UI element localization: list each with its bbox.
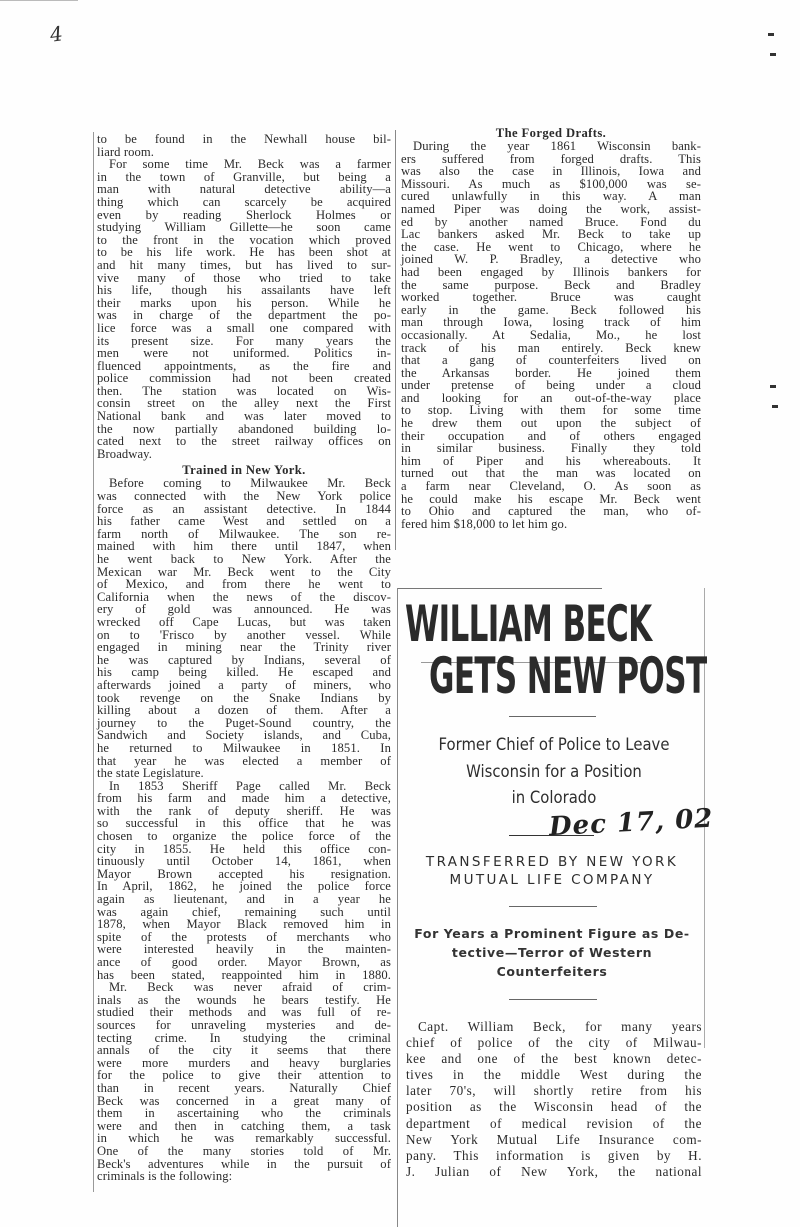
text-line: his father came West and settled on a bbox=[97, 514, 391, 529]
text-line: man with natural detective ability—a bbox=[97, 182, 391, 197]
text-line: pany. This information is given by H. bbox=[406, 1147, 702, 1163]
text-line: afterwards joined a party of miners, who bbox=[97, 677, 391, 692]
text-line: he returned to Milwaukee in 1851. In bbox=[97, 740, 391, 755]
text-line: of Mexico, and from there he went to bbox=[97, 577, 391, 592]
text-line: California when the news of the discov- bbox=[97, 589, 391, 604]
text-line: the same purpose. Beck and Bradley bbox=[401, 277, 701, 292]
text-line: has been stated, reappointed him in 1880. bbox=[97, 967, 391, 982]
text-line: National bank and was later moved to bbox=[97, 409, 391, 424]
caps-deck-line-1: TRANSFERRED BY NEW YORK bbox=[425, 854, 679, 870]
text-line: force as an assistant detective. In 1844 bbox=[97, 501, 391, 516]
text-line: kee and one of the best known detec- bbox=[406, 1051, 702, 1067]
text-line: ery of gold was announced. He was bbox=[97, 602, 391, 617]
text-line: the Arkansas border. He joined them bbox=[401, 365, 701, 380]
subdeck-line-2: tective—Terror of Western bbox=[451, 945, 653, 960]
scan-edge-mark bbox=[772, 405, 778, 408]
text-line: to Ohio and captured the man, who of- bbox=[401, 504, 701, 519]
column-rule-left bbox=[93, 132, 94, 1192]
text-line: Sandwich and Society islands, and Cuba, bbox=[97, 728, 391, 743]
text-line: his camp being killed. He escaped and bbox=[97, 665, 391, 680]
text-line: in the town of Granville, but being a bbox=[97, 169, 391, 184]
text-line: was connected with the New York police bbox=[97, 489, 391, 504]
text-line: J. Julian of New York, the national bbox=[406, 1163, 702, 1179]
text-line: During the year 1861 Wisconsin bank- bbox=[413, 139, 701, 153]
text-line: In 1853 Sheriff Page called Mr. Beck bbox=[109, 778, 391, 793]
text-line: in which he was remarkably successful. bbox=[97, 1131, 391, 1146]
text-line: was also the case in Illinois, Iowa and bbox=[401, 164, 701, 179]
text-line: he was captured by Indians, several of bbox=[97, 652, 391, 667]
text-line: annals of the city it seems that there bbox=[97, 1043, 391, 1058]
headline-divider bbox=[509, 716, 596, 717]
text-line: men were not uniformed. Politics in- bbox=[97, 346, 391, 361]
text-line: for the police to give their attention to bbox=[97, 1068, 391, 1083]
text-line: studying William Gillette—he soon came bbox=[97, 220, 391, 235]
text-line: police commission had not been created bbox=[97, 371, 391, 386]
text-line: In April, 1862, he joined the police force bbox=[97, 879, 391, 894]
text-line: Broadway. bbox=[97, 446, 152, 461]
text-line: its present size. For many years the bbox=[97, 333, 391, 348]
text-line: tinuously until October 14, 1861, when bbox=[97, 854, 391, 869]
text-line: farm north of Milwaukee. The son re- bbox=[97, 526, 391, 541]
text-line: fered him $18,000 to let him go. bbox=[401, 516, 568, 531]
text-line: tives in the middle West during the bbox=[406, 1067, 702, 1083]
text-line: later 70's, will shortly retire from his bbox=[406, 1083, 702, 1099]
text-line: Mexican war Mr. Beck went to the City bbox=[97, 564, 391, 579]
text-line: For some time Mr. Beck was a farmer bbox=[109, 157, 391, 172]
text-line: consin street on the alley next the First bbox=[97, 396, 391, 411]
text-line: man through Iowa, losing track of him bbox=[401, 315, 701, 330]
text-line: ed by another named Bruce. Fond du bbox=[401, 214, 701, 229]
text-line: from his farm and made him a detective, bbox=[97, 791, 391, 806]
scan-edge-mark bbox=[770, 53, 776, 56]
text-line: Beck's adventures while in the pursuit of bbox=[97, 1156, 391, 1171]
text-line: again as lieutenant, and in a year he bbox=[97, 892, 391, 907]
text-line: vive many of those who tried to take bbox=[97, 270, 391, 285]
paragraph-sheriff bbox=[97, 780, 391, 982]
deck-line-1: Former Chief of Police to Leave bbox=[438, 735, 670, 754]
text-line: turned out that the man was located on bbox=[401, 466, 701, 481]
text-line: track of his man entirely. Beck knew bbox=[401, 340, 701, 355]
text-line: wrecked off Cape Lucas, but was taken bbox=[97, 614, 391, 629]
text-line: their marks upon his person. While he bbox=[97, 295, 391, 310]
text-line: New York Mutual Life Insurance com- bbox=[406, 1131, 702, 1147]
text-line: to stop. Living with them for some time bbox=[401, 403, 701, 418]
paragraph-forged bbox=[401, 140, 701, 530]
box-border-left bbox=[397, 588, 398, 1227]
text-line: inals as the wounds he bears testify. He bbox=[97, 992, 391, 1007]
text-line: early in the game. Beck followed his bbox=[401, 302, 701, 317]
paragraph-intro-tail bbox=[97, 133, 391, 158]
paragraph-trained bbox=[97, 477, 391, 779]
text-line: position as the Wisconsin head of the bbox=[406, 1099, 702, 1115]
column-rule-middle bbox=[395, 130, 396, 550]
scan-edge-mark bbox=[768, 33, 774, 36]
text-line: were interested heavily in the mainten- bbox=[97, 942, 391, 957]
text-line: in similar business. Finally they told bbox=[401, 441, 701, 456]
text-line: he could make his escape Mr. Beck went bbox=[401, 491, 701, 506]
text-line: joined W. P. Bradley, a detective who bbox=[401, 252, 701, 267]
text-line: a farm near Cleveland, O. As soon as bbox=[401, 479, 701, 494]
headline-line-2: GETS NEW POST bbox=[429, 647, 707, 705]
text-line: to be found in the Newhall house bil- bbox=[97, 132, 391, 146]
subdeck-divider-bottom bbox=[509, 999, 597, 1000]
text-line: criminals is the following: bbox=[97, 1169, 233, 1184]
text-line: journey to the Puget-Sound country, the bbox=[97, 715, 391, 730]
text-line: engaged in mining near the Trinity river bbox=[97, 640, 391, 655]
text-line: ers suffered from forged drafts. This bbox=[401, 151, 701, 166]
text-line: even by reading Sherlock Holmes or bbox=[97, 207, 391, 222]
handwritten-date: Dec 17, 02 bbox=[548, 803, 715, 843]
text-line: fluenced appointments, as the fire and bbox=[97, 358, 391, 373]
text-line: named Piper was doing the work, assist- bbox=[401, 201, 701, 216]
headline-article bbox=[397, 588, 717, 1227]
text-line: the now partially abandoned building lo- bbox=[97, 421, 391, 436]
text-line: city in 1855. He held this office con- bbox=[97, 841, 391, 856]
text-line: Mayor Brown accepted his resignation. bbox=[97, 866, 391, 881]
text-line: than in recent years. Naturally Chief bbox=[97, 1080, 391, 1095]
text-line: spite of the protests of merchants who bbox=[97, 929, 391, 944]
paragraph-criminals bbox=[97, 981, 391, 1183]
text-line: 1878, when Mayor Black removed him in bbox=[97, 917, 391, 932]
text-line: the case. He went to Chicago, where he bbox=[401, 239, 701, 254]
deck-line-3: in Colorado bbox=[511, 788, 597, 807]
text-line: so successful in this office that he was bbox=[97, 816, 391, 831]
text-line: him of Piper and his whereabouts. It bbox=[401, 453, 701, 468]
text-line: mained with him there until 1847, when bbox=[97, 539, 391, 554]
text-line: on to 'Frisco by another vessel. While bbox=[97, 627, 391, 642]
article-body bbox=[406, 1019, 702, 1180]
text-line: his life, though his assailants have left bbox=[97, 283, 391, 298]
text-line: ance of good order. Mayor Brown, as bbox=[97, 955, 391, 969]
text-line: and looking for an out-of-the-way place bbox=[401, 390, 701, 405]
left-column bbox=[97, 133, 391, 1183]
text-line: cured unlawfully in this way. A man bbox=[401, 189, 701, 204]
text-line: that year he was elected a member of bbox=[97, 753, 391, 768]
text-line: worked together. Bruce was caught bbox=[401, 290, 701, 305]
right-column-forged-drafts bbox=[401, 126, 701, 530]
text-line: under pretense of being under a cloud bbox=[401, 378, 701, 393]
headline-line-1: WILLIAM BECK bbox=[405, 595, 652, 653]
box-border-top bbox=[397, 588, 602, 589]
handwritten-page-number: 4 bbox=[48, 21, 65, 47]
text-line: tecting crime. In studying the criminal bbox=[97, 1030, 391, 1045]
text-line: them in ascertaining who the criminals bbox=[97, 1106, 391, 1121]
text-line: their occupation and of others engaged bbox=[401, 428, 701, 443]
text-line: then. The station was located on Wis- bbox=[97, 383, 391, 398]
subdeck-line-3: Counterfeiters bbox=[496, 964, 608, 979]
text-line: Mr. Beck was never afraid of crim- bbox=[109, 980, 391, 995]
text-line: and hit many times, but has lived to sur- bbox=[97, 257, 391, 272]
text-line: department of medical revision of the bbox=[406, 1115, 702, 1131]
text-line: was again chief, remaining such until bbox=[97, 904, 391, 919]
text-line: One of the many stories told of Mr. bbox=[97, 1143, 391, 1158]
text-line: studied their methods and was full of re- bbox=[97, 1005, 391, 1020]
text-line: Before coming to Milwaukee Mr. Beck bbox=[109, 476, 391, 491]
subheading-forged-drafts: The Forged Drafts. bbox=[495, 126, 607, 140]
text-line: liard room. bbox=[97, 144, 155, 159]
text-line: had been engaged by Illinois bankers for bbox=[401, 264, 701, 279]
text-line: he drew them out upon the subject of bbox=[401, 416, 701, 431]
text-line: Lac bankers asked Mr. Beck to take up bbox=[401, 227, 701, 242]
text-line: were more murders and heavy burglaries bbox=[97, 1055, 391, 1070]
text-line: thing which can scarcely be acquired bbox=[97, 194, 391, 209]
text-line: Missouri. As much as $100,000 was se- bbox=[401, 176, 701, 191]
text-line: with the rank of deputy sheriff. He was bbox=[97, 803, 391, 818]
text-line: sources for unraveling mysteries and de- bbox=[97, 1017, 391, 1032]
text-line: he went back to New York. After the bbox=[97, 552, 391, 566]
text-line: took revenge on the Snake Indians by bbox=[97, 690, 391, 705]
text-line: was in charge of the department the po- bbox=[97, 308, 391, 323]
text-line: Capt. William Beck, for many years bbox=[418, 1019, 702, 1034]
text-line: lice force was a small one compared with bbox=[97, 320, 391, 335]
scan-edge-rule bbox=[0, 0, 78, 1]
text-line: chief of police of the city of Milwau- bbox=[406, 1035, 702, 1051]
text-line: Beck was concerned in a great many of bbox=[97, 1093, 391, 1108]
text-line: chosen to organize the police force of the bbox=[97, 829, 391, 844]
subdeck-divider-top bbox=[509, 906, 597, 907]
text-line: occasionally. At Sedalia, Mo., he lost bbox=[401, 327, 701, 342]
scan-edge-mark bbox=[770, 385, 776, 388]
text-line: killing about a dozen of them. After a bbox=[97, 703, 391, 718]
text-line: the state Legislature. bbox=[97, 766, 204, 781]
caps-deck-line-2: MUTUAL LIFE COMPANY bbox=[449, 872, 655, 888]
text-line: were and then in catching them, a task bbox=[97, 1118, 391, 1133]
text-line: that a gang of counterfeiters lived on bbox=[401, 353, 701, 368]
deck-line-2: Wisconsin for a Position bbox=[466, 762, 642, 781]
text-line: cated next to the street railway offices on bbox=[97, 434, 391, 449]
paragraph-farmer bbox=[97, 158, 391, 460]
text-line: to the front in the vocation which proved bbox=[97, 232, 391, 247]
text-line: to be his life work. He has been shot at bbox=[97, 245, 391, 260]
subdeck-line-1: For Years a Prominent Figure as De- bbox=[414, 926, 690, 941]
subheading-trained-in-new-york: Trained in New York. bbox=[182, 463, 306, 478]
